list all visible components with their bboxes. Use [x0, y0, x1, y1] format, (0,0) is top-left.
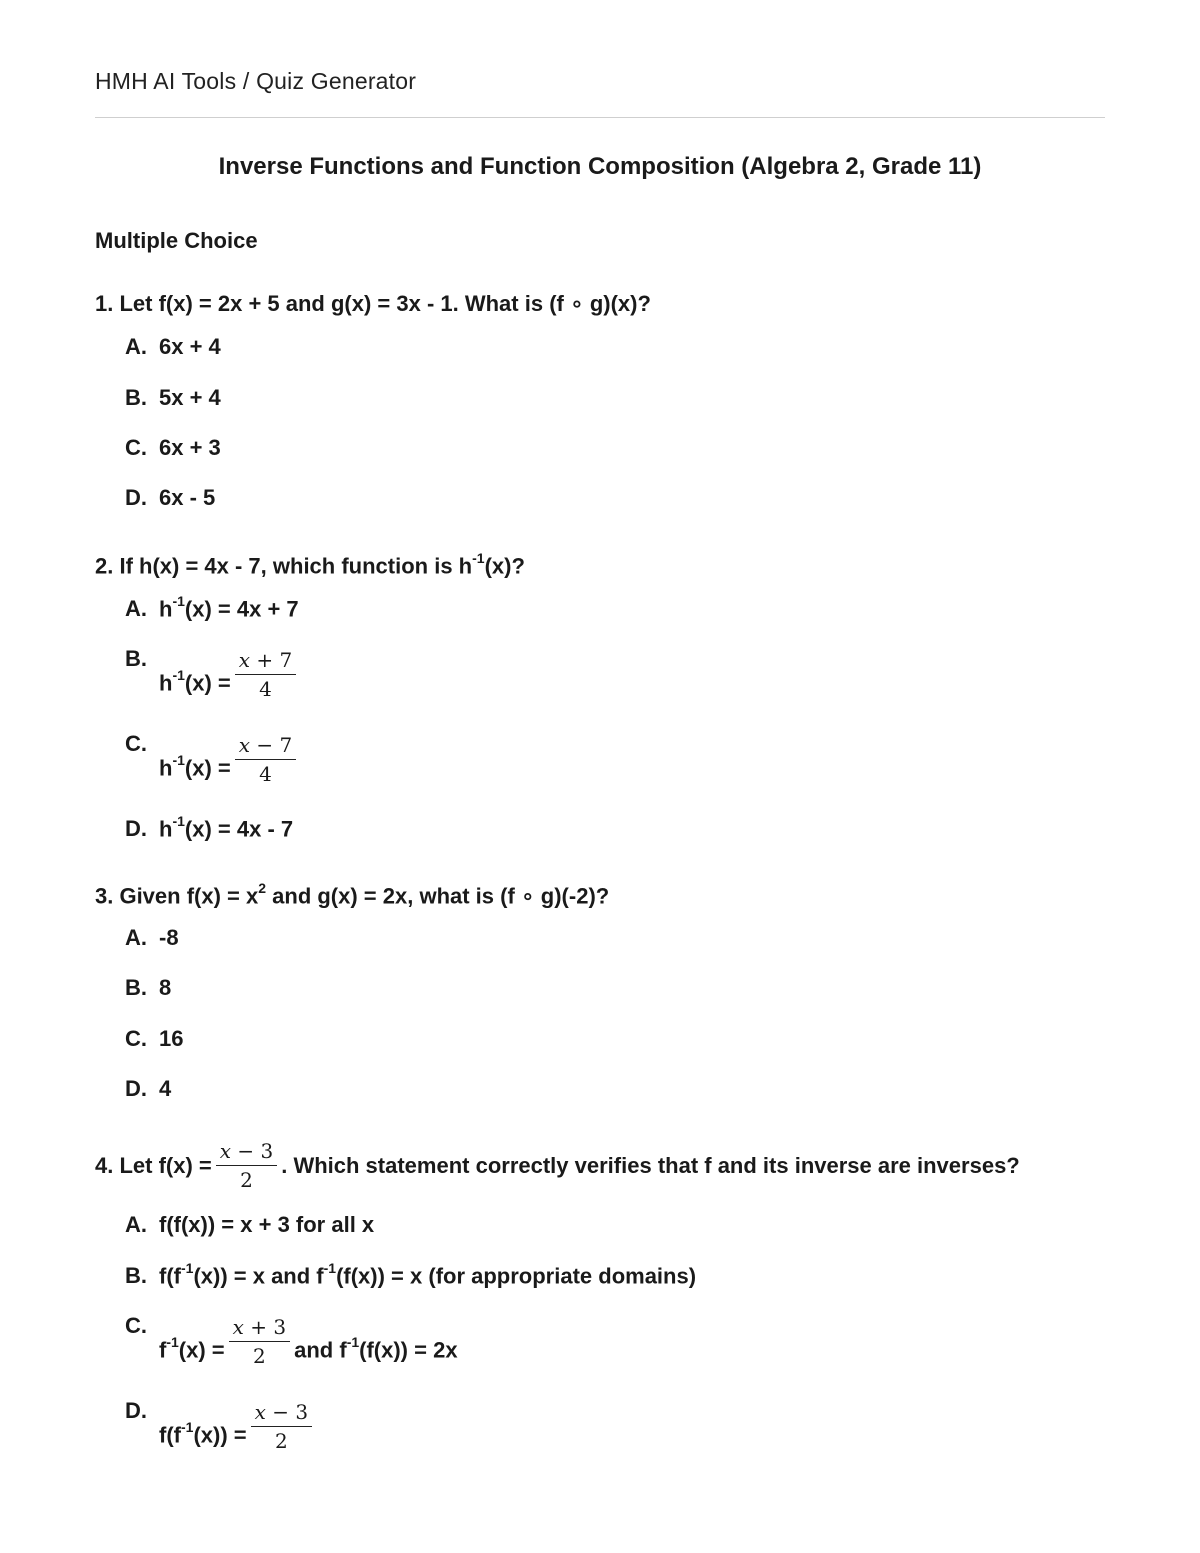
question-1-option-c[interactable]: [125, 435, 221, 461]
question-3-option-d[interactable]: [125, 1076, 171, 1102]
option-text: f(f: [159, 1263, 181, 1289]
option-text: 16: [159, 1026, 184, 1051]
option-text: and f: [294, 1337, 347, 1363]
option-letter: A.: [125, 925, 147, 950]
question-4-option-b[interactable]: [125, 1262, 696, 1289]
fraction: [251, 1400, 312, 1453]
stem-text: 4. Let f(x) =: [95, 1152, 212, 1178]
numerator: − 3: [231, 1139, 274, 1163]
fraction: [235, 733, 296, 786]
question-3-option-c[interactable]: [125, 1026, 183, 1052]
option-letter: C.: [125, 1026, 147, 1051]
denominator: 2: [275, 1429, 288, 1453]
superscript: -1: [166, 1333, 179, 1350]
fraction: [216, 1139, 277, 1192]
fraction: [229, 1315, 290, 1368]
question-4-stem: [95, 1139, 1020, 1192]
superscript: -1: [172, 813, 185, 829]
stem-text: 2. If h(x) = 4x - 7, which function is h: [95, 553, 473, 579]
header-divider: [95, 117, 1105, 118]
question-2-option-a[interactable]: [125, 595, 299, 622]
option-body: [159, 733, 300, 786]
option-letter: D.: [125, 1398, 147, 1423]
superscript: -1: [172, 751, 185, 768]
option-text: h: [159, 755, 173, 781]
option-text: 6x + 4: [159, 334, 221, 359]
option-text: (x) =: [184, 755, 231, 781]
option-letter: A.: [125, 334, 147, 359]
option-letter: A.: [125, 596, 147, 622]
stem-text: (x)?: [484, 553, 525, 579]
numerator-variable: x: [254, 1400, 266, 1424]
question-2-stem: [95, 552, 525, 579]
question-1-option-b[interactable]: [125, 385, 221, 411]
denominator: 2: [253, 1344, 266, 1368]
stem-text: and g(x) = 2x, what is (f ∘ g)(-2)?: [266, 883, 610, 909]
option-text: (x) =: [184, 670, 231, 696]
option-text: (x)) = x and f: [193, 1263, 324, 1289]
option-text: f(f(x)) = x + 3 for all x: [159, 1212, 375, 1237]
superscript: -1: [172, 666, 185, 683]
option-letter: B.: [125, 646, 147, 671]
question-1-option-d[interactable]: [125, 485, 215, 511]
option-text: (x) =: [178, 1337, 225, 1363]
breadcrumb: HMH AI Tools / Quiz Generator: [95, 68, 417, 94]
section-heading: Multiple Choice: [95, 228, 258, 253]
question-3-option-b[interactable]: [125, 975, 171, 1001]
option-text: 8: [159, 975, 172, 1000]
numerator: + 3: [243, 1315, 287, 1339]
option-text: (x) = 4x + 7: [184, 596, 299, 622]
superscript: -1: [172, 593, 185, 609]
numerator-variable: x: [238, 648, 251, 672]
option-body: [159, 648, 300, 701]
fraction: [235, 648, 296, 701]
option-text: (x)) =: [193, 1422, 247, 1448]
option-letter: B.: [125, 385, 147, 410]
option-letter: D.: [125, 485, 147, 510]
option-text: f(f: [159, 1422, 181, 1448]
option-text: h: [159, 670, 173, 696]
option-text: (f(x)) = x (for appropriate domains): [336, 1263, 697, 1289]
option-letter: C.: [125, 1313, 147, 1338]
option-letter: B.: [125, 975, 147, 1000]
option-text: (f(x)) = 2x: [359, 1337, 458, 1363]
superscript: -1: [472, 550, 485, 566]
question-4-option-a[interactable]: [125, 1212, 374, 1238]
option-letter: D.: [125, 816, 147, 842]
superscript: -1: [346, 1333, 360, 1350]
quiz-title: Inverse Functions and Function Composition (Algebra 2, Grade 11): [218, 153, 982, 180]
option-body: [159, 1400, 316, 1453]
superscript: -1: [323, 1260, 337, 1276]
option-text: -8: [159, 925, 179, 950]
stem-text: . Which statement correctly verifies that f and its inverse are inverses?: [281, 1152, 1020, 1178]
option-body: [159, 1315, 458, 1368]
option-text: (x) = 4x - 7: [184, 816, 294, 842]
option-letter: A.: [125, 1212, 147, 1237]
option-text: 6x + 3: [159, 435, 221, 460]
option-text: h: [159, 596, 173, 622]
numerator: − 3: [265, 1400, 309, 1424]
numerator: + 7: [250, 648, 293, 672]
superscript: -1: [180, 1418, 194, 1435]
question-1-option-a[interactable]: [125, 334, 221, 360]
superscript: 2: [258, 880, 267, 896]
numerator: − 7: [250, 733, 293, 757]
numerator-variable: x: [232, 1315, 244, 1339]
numerator-variable: x: [219, 1139, 232, 1163]
option-text: 4: [159, 1076, 172, 1101]
question-1-stem: 1. Let f(x) = 2x + 5 and g(x) = 3x - 1. What is (f ∘ g)(x)?: [95, 291, 651, 316]
numerator-variable: x: [238, 733, 251, 757]
option-text: 5x + 4: [159, 385, 221, 410]
superscript: -1: [180, 1260, 194, 1276]
option-letter: B.: [125, 1263, 147, 1289]
question-3-stem: [95, 882, 609, 909]
option-text: h: [159, 816, 173, 842]
option-letter: D.: [125, 1076, 147, 1101]
option-letter: C.: [125, 731, 147, 756]
question-2-option-d[interactable]: [125, 815, 293, 842]
denominator: 4: [259, 677, 272, 701]
denominator: 4: [259, 762, 272, 786]
question-3-option-a[interactable]: [125, 925, 179, 951]
denominator: 2: [240, 1168, 253, 1192]
option-text: f: [159, 1337, 167, 1363]
option-letter: C.: [125, 435, 147, 460]
stem-text: 3. Given f(x) = x: [95, 883, 259, 909]
option-text: 6x - 5: [159, 485, 216, 510]
